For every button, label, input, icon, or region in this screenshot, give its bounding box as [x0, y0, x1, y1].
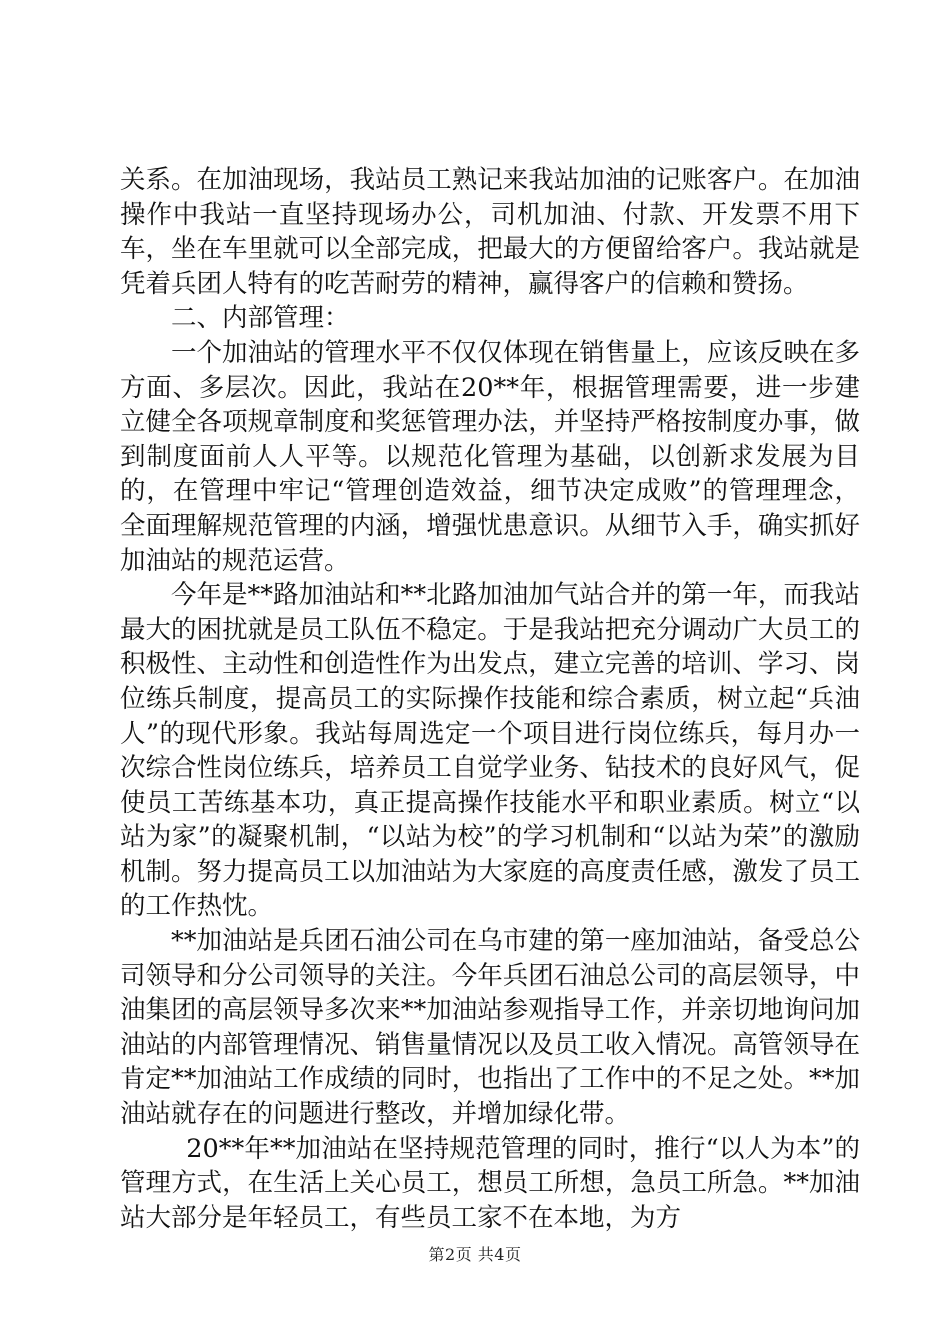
paragraph-customer-relations: 关系。在加油现场，我站员工熟记来我站加油的记账客户。在加油操作中我站一直坚持现场办公，司机加油、付款、开发票不用下车，坐在车里就可以全部完成，把最大的方便留给客户。我站就是凭着兵团人特有的吃苦耐劳的精神，赢得客户的信赖和赞扬。 — [120, 165, 860, 299]
page-number-footer: 第2页 共4页 — [428, 1245, 522, 1264]
document-body — [120, 163, 860, 1235]
paragraph-merger-staff-training: 今年是**路加油站和**北路加油加气站合并的第一年，而我站最大的困扰就是员工队伍不稳定。于是我站把充分调动广大员工的积极性、主动性和创造性作为出发点，建立完善的培训、学习、岗位练兵制度，提高员工的实际操作技能和综合素质，树立起“兵油人”的现代形象。我站每周选定一个项目进行岗位练兵，每月办一次综合性岗位练兵，培养员工自觉学业务、钻技术的良好风气，促使员工苦练基本功，真正提高操作技能水平和职业素质。树立“以站为家”的凝聚机制，“以站为校”的学习机制和“以站为荣”的激励机制。努力提高员工以加油站为大家庭的高度责任感，激发了员工的工作热忱。 — [120, 580, 860, 922]
paragraph-people-oriented: 20**年**加油站在坚持规范管理的同时，推行“以人为本”的管理方式，在生活上关心员工，想员工所想，急员工所急。**加油站大部分是年轻员工，有些员工家不在本地，为方 — [120, 1133, 860, 1233]
paragraph-first-station: **加油站是兵团石油公司在乌市建的第一座加油站，备受总公司领导和分公司领导的关注。今年兵团石油总公司的高层领导，中油集团的高层领导多次来**加油站参观指导工作，并亲切地询问加油站的内部管理情况、销售量情况以及员工收入情况。高管领导在肯定**加油站工作成绩的同时，也指出了工作中的不足之处。**加油站就存在的问题进行整改，并增加绿化带。 — [120, 926, 860, 1130]
section-heading-internal-management: 二、内部管理： — [171, 303, 350, 334]
paragraph-management-level: 一个加油站的管理水平不仅仅体现在销售量上，应该反映在多方面、多层次。因此，我站在20**年，根据管理需要，进一步建立健全各项规章制度和奖惩管理办法，并坚持严格按制度办事，做到制度面前人人平等。以规范化管理为基础，以创新求发展为目的，在管理中牢记“管理创造效益，细节决定成败”的管理理念，全面理解规范管理的内涵，增强忧患意识。从细节入手，确实抓好加油站的规范运营。 — [120, 337, 860, 576]
